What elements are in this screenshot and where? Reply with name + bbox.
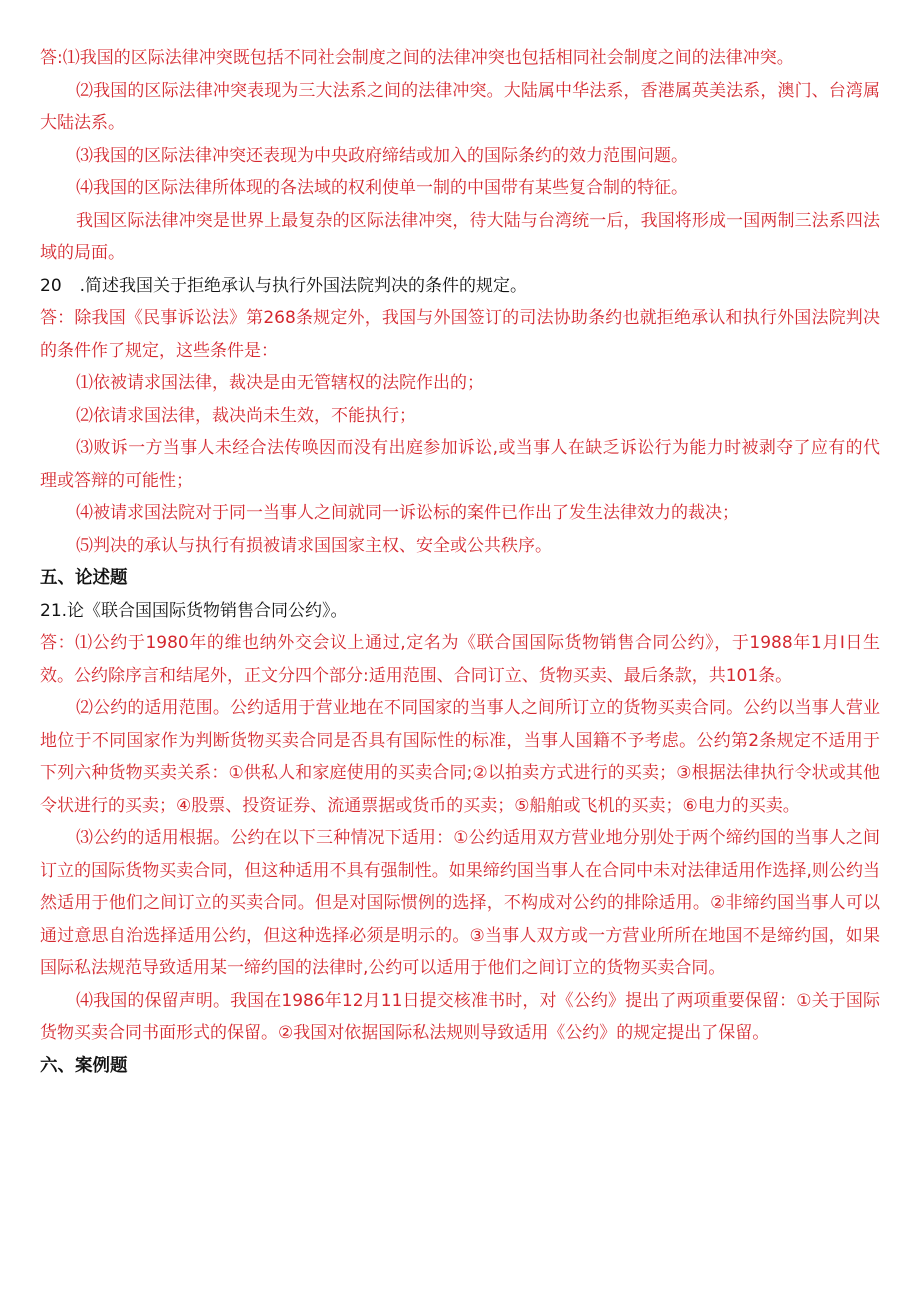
answer-19-intro: 答:⑴我国的区际法律冲突既包括不同社会制度之间的法律冲突也包括相同社会制度之间的法律冲突。 (40, 48, 794, 68)
question-20-number: 20 (40, 275, 62, 296)
answer-21-point-4: ⑷我国的保留声明。我国在1986年12月11日提交核准书时，对《公约》提出了两项重要保留：①关于国际货物买卖合同书面形式的保留。②我国对依据国际私法规则导致适用《公约》的规定提出了保留。 (40, 990, 880, 1043)
answer-20-intro: 答：除我国《民事诉讼法》第268条规定外，我国与外国签订的司法协助条约也就拒绝承认和执行外国法院判决的条件作了规定，这些条件是： (40, 308, 880, 361)
answer-20-point-4: ⑷被请求国法院对于同一当事人之间就同一诉讼标的案件已作出了发生法律效力的裁决； (76, 503, 739, 523)
answer-19-conclusion: 我国区际法律冲突是世界上最复杂的区际法律冲突，待大陆与台湾统一后，我国将形成一国两制三法系四法域的局面。 (40, 210, 880, 263)
question-21: 21.论《联合国国际货物销售合同公约》。 (40, 600, 348, 621)
question-20 (40, 270, 880, 303)
section-heading-case-study: 六、案例题 (40, 1055, 128, 1076)
answer-19-point-3: ⑶我国的区际法律冲突还表现为中央政府缔结或加入的国际条约的效力范围问题。 (76, 145, 688, 166)
answer-21-point-1: 答：⑴公约于1980年的维也纳外交会议上通过,定名为《联合国国际货物销售合同公约》，于1988年1月I日生效。公约除序言和结尾外，正文分四个部分:适用范围、合同订立、货物买卖、最后条款，共101条。 (40, 633, 880, 686)
section-heading-essay: 五、论述题 (40, 568, 128, 588)
answer-21-point-3: ⑶公约的适用根据。公约在以下三种情况下适用：①公约适用双方营业地分别处于两个缔约国的当事人之间订立的国际货物买卖合同，但这种适用不具有强制性。如果缔约国当事人在合同中未对法律适用作选择,则公约当然适用于他们之间订立的买卖合同。但是对国际惯例的选择，不构成对公约的排除适用。②非缔约国当事人可以通过意思自治选择适用公约，但这种选择必须是明示的。③当事人双方或一方营业所所在地国不是缔约国，如果国际私法规范导致适用某一缔约国的法律时,公约可以适用于他们之间订立的货物买卖合同。 (40, 828, 880, 978)
answer-20-point-1: ⑴依被请求国法律，裁决是由无管辖权的法院作出的； (76, 373, 484, 393)
answer-20-point-3: ⑶败诉一方当事人未经合法传唤因而没有出庭参加诉讼,或当事人在缺乏诉讼行为能力时被剥夺了应有的代理或答辩的可能性； (40, 438, 880, 491)
answer-21-point-2: ⑵公约的适用范围。公约适用于营业地在不同国家的当事人之间所订立的货物买卖合同。公约以当事人营业地位于不同国家作为判断货物买卖合同是否具有国际性的标准，当事人国籍不予考虑。公约第2条规定不适用于下列六种货物买卖关系：①供私人和家庭使用的买卖合同;②以拍卖方式进行的买卖；③根据法律执行令状或其他令状进行的买卖；④股票、投资证券、流通票据或货币的买卖；⑤船舶或飞机的买卖；⑥电力的买卖。 (40, 698, 880, 816)
answer-19-point-4: ⑷我国的区际法律所体现的各法域的权利使单一制的中国带有某些复合制的特征。 (76, 178, 688, 198)
answer-20-point-2: ⑵依请求国法律，裁决尚未生效，不能执行； (76, 405, 416, 426)
answer-19-point-2: ⑵我国的区际法律冲突表现为三大法系之间的法律冲突。大陆属中华法系，香港属英美法系，澳门、台湾属大陆法系。 (40, 80, 880, 133)
answer-20-point-5: ⑸判决的承认与执行有损被请求国国家主权、安全或公共秩序。 (76, 535, 552, 556)
question-20-text: .简述我国关于拒绝承认与执行外国法院判决的条件的规定。 (79, 275, 528, 296)
